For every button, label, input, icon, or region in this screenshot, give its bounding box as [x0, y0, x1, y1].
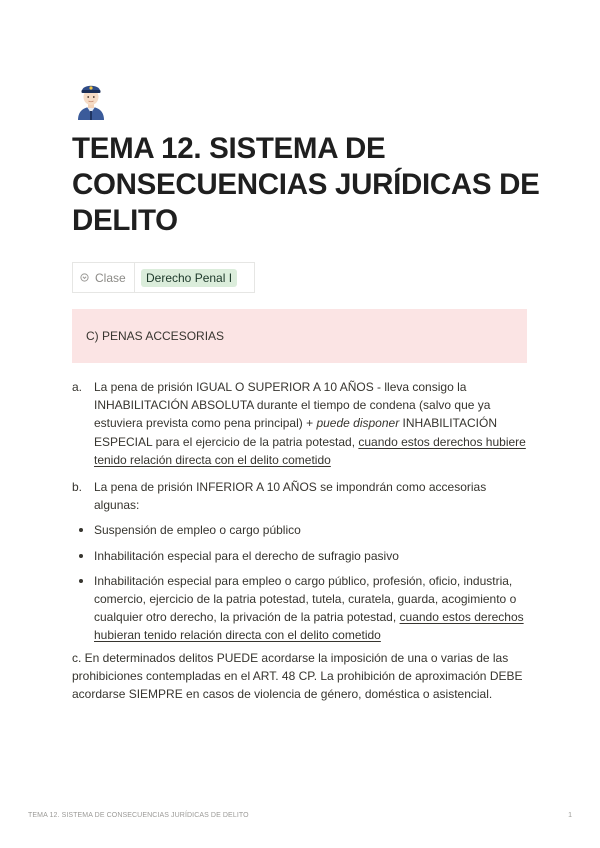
content — [72, 378, 527, 703]
page-title: TEMA 12. SISTEMA DE CONSECUENCIAS JURÍDICAS DE DELITO — [72, 132, 540, 237]
text-span: La pena de prisión IGUAL O SUPERIOR A 10 AÑOS - lleva consigo la INHABILITACIÓN ABSOLUTA durante el tiempo de condena (salvo que ya estuviera prevista como pena principal) + — [94, 380, 491, 431]
property-value-cell — [135, 269, 237, 287]
bullet-text: Inhabilitación especial para el derecho de sufragio pasivo — [94, 548, 399, 563]
underlined-text: cuando estos derechos hubiere tenido relación directa con el delito cometido — [94, 434, 526, 467]
property-name-cell — [73, 263, 135, 292]
property-name: Clase — [95, 270, 126, 285]
list-marker: a. — [72, 380, 83, 394]
text-span: INHABILITACIÓN ESPECIAL para el ejercicio de la patria potestad, — [94, 416, 497, 449]
list-item-text: La pena de prisión INFERIOR A 10 AÑOS se impondrán como accesorias algunas: — [94, 480, 487, 513]
bullet-text: Suspensión de empleo o cargo público — [94, 523, 301, 538]
property-table — [72, 262, 255, 293]
property-tag[interactable]: Derecho Penal I — [141, 269, 237, 287]
bullet-item — [72, 521, 527, 539]
bullet-marker — [72, 547, 94, 565]
bullet-marker — [72, 521, 94, 539]
italic-text: puede disponer — [316, 416, 400, 431]
list-item-b — [72, 478, 527, 514]
bullet-marker — [72, 572, 94, 645]
police-officer-icon — [74, 80, 108, 120]
list-item-text — [94, 378, 527, 469]
paragraph-c: c. En determinados delitos PUEDE acordarse la imposición de una o varias de las prohibiciones contempladas en el ART. 48 CP. La prohibición de aproximación DEBE acordarse SIEMPRE en casos de violencia de género, doméstica o asistencial. — [72, 650, 523, 702]
bullet-text — [94, 572, 527, 645]
callout-text: C) PENAS ACCESORIAS — [86, 329, 225, 343]
list-marker: b. — [72, 480, 83, 495]
footer-title: TEMA 12. SISTEMA DE CONSECUENCIAS JURÍDICAS DE DELITO — [28, 812, 249, 819]
underlined-text: cuando estos derechos hubieran tenido relación directa con el delito cometido — [94, 610, 524, 643]
bullet-item — [72, 572, 527, 645]
bullet-item — [72, 547, 527, 565]
select-property-icon — [80, 273, 89, 282]
footer-page-number: 1 — [568, 812, 572, 819]
callout-box — [72, 309, 527, 363]
list-item-a — [72, 378, 527, 469]
text-span: Inhabilitación especial para empleo o cargo público, profesión, oficio, industria, comercio, ejercicio de la patria potestad, tutela, curatela, guarda, acogimiento o cualquier otro derecho, la privación de la patria potestad, — [94, 573, 517, 625]
